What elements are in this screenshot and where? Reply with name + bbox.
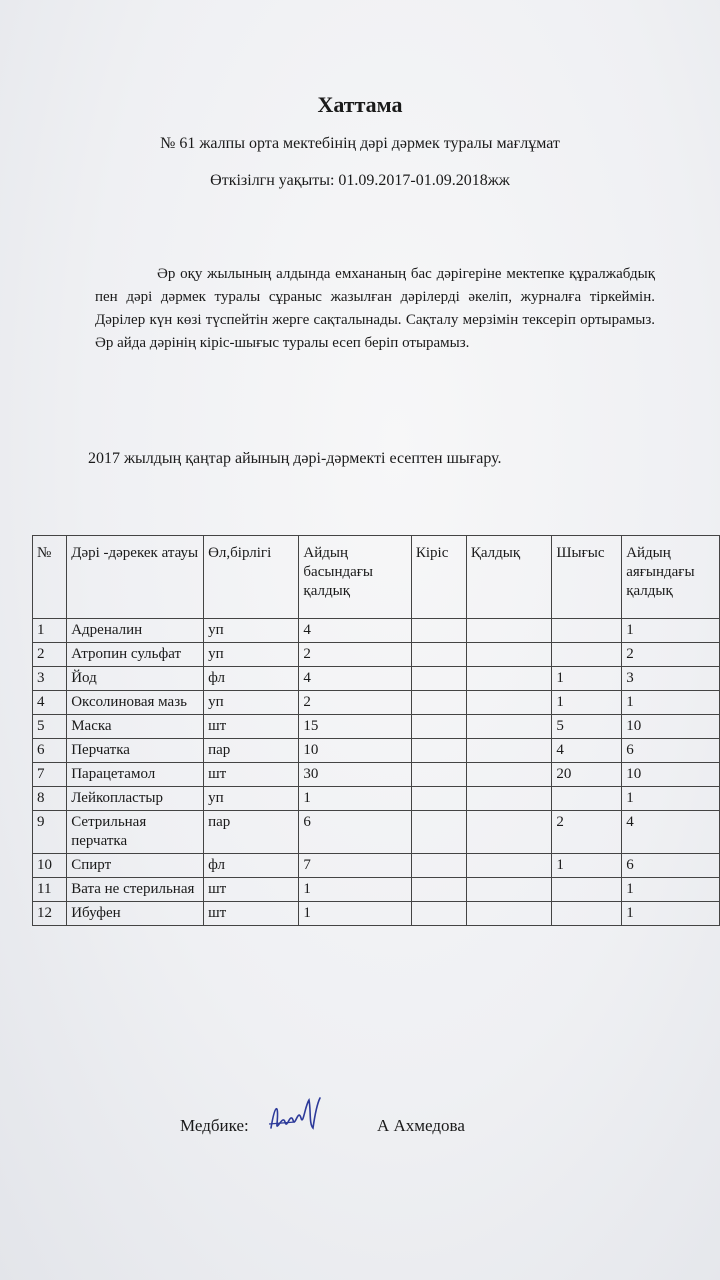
start-balance-cell: 10 bbox=[299, 739, 411, 763]
signature-label: Медбике: bbox=[180, 1116, 249, 1135]
description-paragraph: Әр оқу жылының алдында емхананың бас дәрігеріне мектепке құралжабдық пен дәрі дәрмек туралы сұраныс жазылған дәрілерді әкеліп, журналға тіркеймін. Дәрілер күн көзі түспейтін жерге сақталынады. Сақталу мерзімін тексеріп ортырамыз. Әр айда дәрінің кіріс-шығыс туралы есеп беріп отырамыз. bbox=[95, 266, 655, 351]
unit-cell: фл bbox=[204, 854, 299, 878]
income-cell bbox=[411, 739, 466, 763]
unit-cell: шт bbox=[204, 902, 299, 926]
header-start-balance: Айдың басындағы қалдық bbox=[299, 536, 411, 619]
unit-cell: шт bbox=[204, 715, 299, 739]
income-cell bbox=[411, 763, 466, 787]
table-body bbox=[33, 619, 720, 926]
end-balance-cell: 1 bbox=[622, 691, 720, 715]
header-expense: Шығыс bbox=[552, 536, 622, 619]
end-balance-cell: 1 bbox=[622, 902, 720, 926]
medicine-name-cell: Атропин сульфат bbox=[67, 643, 204, 667]
unit-cell: шт bbox=[204, 763, 299, 787]
table-row bbox=[33, 902, 720, 926]
table-row bbox=[33, 878, 720, 902]
start-balance-cell: 1 bbox=[299, 787, 411, 811]
balance-cell bbox=[466, 715, 552, 739]
start-balance-cell: 15 bbox=[299, 715, 411, 739]
expense-cell: 1 bbox=[552, 667, 622, 691]
medicine-name-cell: Оксолиновая мазь bbox=[67, 691, 204, 715]
row-number-cell: 11 bbox=[33, 878, 67, 902]
balance-cell bbox=[466, 643, 552, 667]
end-balance-cell: 1 bbox=[622, 787, 720, 811]
table-row bbox=[33, 667, 720, 691]
start-balance-cell: 4 bbox=[299, 667, 411, 691]
medicine-name-cell: Адреналин bbox=[67, 619, 204, 643]
row-number-cell: 8 bbox=[33, 787, 67, 811]
start-balance-cell: 7 bbox=[299, 854, 411, 878]
row-number-cell: 1 bbox=[33, 619, 67, 643]
balance-cell bbox=[466, 811, 552, 854]
end-balance-cell: 1 bbox=[622, 878, 720, 902]
balance-cell bbox=[466, 763, 552, 787]
end-balance-cell: 2 bbox=[622, 643, 720, 667]
unit-cell: уп bbox=[204, 643, 299, 667]
handwritten-signature bbox=[265, 1094, 325, 1144]
row-number-cell: 7 bbox=[33, 763, 67, 787]
row-number-cell: 3 bbox=[33, 667, 67, 691]
medicine-name-cell: Перчатка bbox=[67, 739, 204, 763]
medicine-name-cell: Вата не стерильная bbox=[67, 878, 204, 902]
unit-cell: пар bbox=[204, 811, 299, 854]
balance-cell bbox=[466, 787, 552, 811]
header-income: Кіріс bbox=[411, 536, 466, 619]
end-balance-cell: 6 bbox=[622, 739, 720, 763]
expense-cell: 4 bbox=[552, 739, 622, 763]
header-end-balance: Айдың аяғындағы қалдық bbox=[622, 536, 720, 619]
medicine-table bbox=[32, 535, 720, 926]
income-cell bbox=[411, 619, 466, 643]
row-number-cell: 12 bbox=[33, 902, 67, 926]
medicine-name-cell: Спирт bbox=[67, 854, 204, 878]
end-balance-cell: 1 bbox=[622, 619, 720, 643]
nurse-name: А Ахмедова bbox=[377, 1116, 465, 1135]
income-cell bbox=[411, 878, 466, 902]
expense-cell: 1 bbox=[552, 691, 622, 715]
balance-cell bbox=[466, 878, 552, 902]
start-balance-cell: 1 bbox=[299, 878, 411, 902]
income-cell bbox=[411, 715, 466, 739]
expense-cell: 1 bbox=[552, 854, 622, 878]
unit-cell: шт bbox=[204, 878, 299, 902]
medicine-name-cell: Лейкопластыр bbox=[67, 787, 204, 811]
table-row bbox=[33, 643, 720, 667]
start-balance-cell: 2 bbox=[299, 691, 411, 715]
medicine-name-cell: Ибуфен bbox=[67, 902, 204, 926]
income-cell bbox=[411, 902, 466, 926]
table-header-row bbox=[33, 536, 720, 619]
header-balance: Қалдық bbox=[466, 536, 552, 619]
end-balance-cell: 3 bbox=[622, 667, 720, 691]
balance-cell bbox=[466, 902, 552, 926]
expense-cell: 2 bbox=[552, 811, 622, 854]
expense-cell bbox=[552, 878, 622, 902]
unit-cell: уп bbox=[204, 787, 299, 811]
income-cell bbox=[411, 787, 466, 811]
unit-cell: пар bbox=[204, 739, 299, 763]
end-balance-cell: 6 bbox=[622, 854, 720, 878]
start-balance-cell: 30 bbox=[299, 763, 411, 787]
income-cell bbox=[411, 691, 466, 715]
balance-cell bbox=[466, 667, 552, 691]
row-number-cell: 2 bbox=[33, 643, 67, 667]
start-balance-cell: 4 bbox=[299, 619, 411, 643]
table-row bbox=[33, 787, 720, 811]
unit-cell: фл bbox=[204, 667, 299, 691]
header-medicine-name: Дәрі -дәрекек атауы bbox=[67, 536, 204, 619]
expense-cell: 5 bbox=[552, 715, 622, 739]
table-row bbox=[33, 763, 720, 787]
start-balance-cell: 1 bbox=[299, 902, 411, 926]
expense-cell bbox=[552, 787, 622, 811]
row-number-cell: 4 bbox=[33, 691, 67, 715]
table-row bbox=[33, 691, 720, 715]
medicine-name-cell: Парацетамол bbox=[67, 763, 204, 787]
end-balance-cell: 10 bbox=[622, 763, 720, 787]
income-cell bbox=[411, 643, 466, 667]
end-balance-cell: 10 bbox=[622, 715, 720, 739]
header-number: № bbox=[33, 536, 67, 619]
income-cell bbox=[411, 667, 466, 691]
table-heading: 2017 жылдың қаңтар айының дәрі-дәрмекті есептен шығару. bbox=[88, 450, 502, 467]
reporting-period: Өткізілгн уақыты: 01.09.2017-01.09.2018жж bbox=[210, 172, 510, 189]
start-balance-cell: 6 bbox=[299, 811, 411, 854]
end-balance-cell: 4 bbox=[622, 811, 720, 854]
table-row bbox=[33, 739, 720, 763]
expense-cell bbox=[552, 619, 622, 643]
row-number-cell: 5 bbox=[33, 715, 67, 739]
expense-cell: 20 bbox=[552, 763, 622, 787]
document-title: Хаттама bbox=[317, 92, 403, 117]
header-unit: Өл,бірлігі bbox=[204, 536, 299, 619]
income-cell bbox=[411, 854, 466, 878]
table-row bbox=[33, 811, 720, 854]
start-balance-cell: 2 bbox=[299, 643, 411, 667]
expense-cell bbox=[552, 902, 622, 926]
balance-cell bbox=[466, 739, 552, 763]
income-cell bbox=[411, 811, 466, 854]
table-row bbox=[33, 854, 720, 878]
row-number-cell: 10 bbox=[33, 854, 67, 878]
medicine-name-cell: Маска bbox=[67, 715, 204, 739]
row-number-cell: 9 bbox=[33, 811, 67, 854]
medicine-name-cell: Йод bbox=[67, 667, 204, 691]
expense-cell bbox=[552, 643, 622, 667]
row-number-cell: 6 bbox=[33, 739, 67, 763]
unit-cell: уп bbox=[204, 691, 299, 715]
unit-cell: уп bbox=[204, 619, 299, 643]
table-row bbox=[33, 715, 720, 739]
document-subtitle: № 61 жалпы орта мектебінің дәрі дәрмек туралы мағлұмат bbox=[160, 135, 560, 152]
balance-cell bbox=[466, 619, 552, 643]
balance-cell bbox=[466, 854, 552, 878]
balance-cell bbox=[466, 691, 552, 715]
table-row bbox=[33, 619, 720, 643]
medicine-name-cell: Сетрильная перчатка bbox=[67, 811, 204, 854]
